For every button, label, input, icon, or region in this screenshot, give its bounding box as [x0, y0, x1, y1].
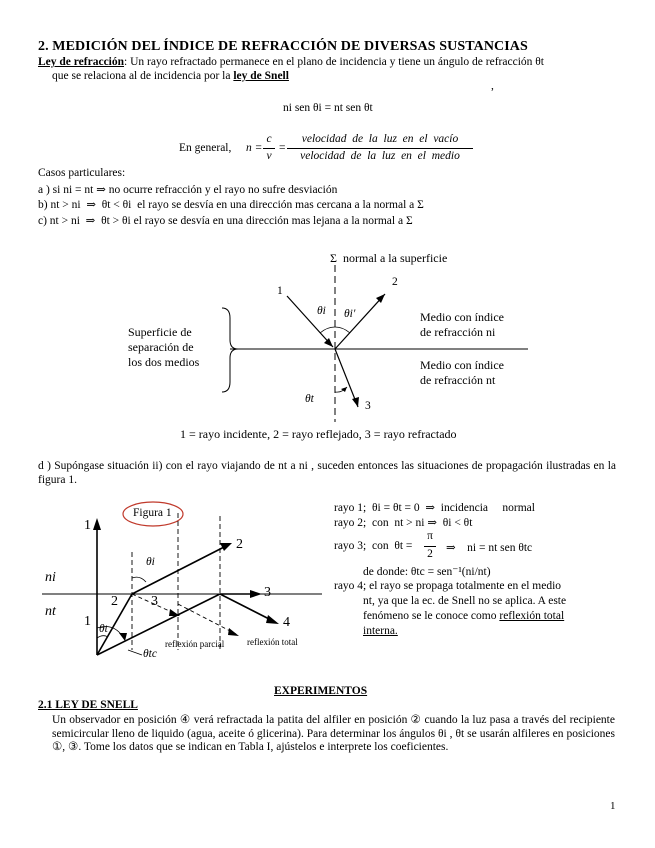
surface-label-1: Superficie de — [128, 325, 192, 339]
partial-reflection-2-arrow — [228, 628, 239, 636]
ley-label: Ley de refracción — [38, 56, 125, 68]
theta-r-label: θi' — [344, 308, 356, 320]
page-number: 1 — [610, 800, 616, 812]
diagram-caption: 1 = rayo incidente, 2 = rayo reflejado, 3 = rayo refractado — [180, 427, 457, 441]
reflexion-total-link: reflexión total — [499, 610, 565, 622]
rayo-4-text: fenómeno se le conoce como — [363, 610, 497, 622]
frac-c: c — [266, 133, 272, 145]
rayo-3-pre: rayo 3; con θt = — [334, 540, 413, 552]
d-paragraph: d ) Supóngase situación ii) con el rayo viajando de nt a ni , suceden entonces las situaciones de propagación ilustradas en la figura 1. — [38, 460, 616, 486]
figure-label: Figura 1 — [133, 507, 172, 519]
fig-theta-tc-label: θtc — [143, 648, 157, 660]
rayo-3-pi: π — [427, 530, 433, 542]
fig-nt-label: nt — [45, 604, 56, 619]
fig-ray-2-arrow — [220, 543, 232, 551]
rayo-4-line-3 — [363, 610, 564, 622]
frac-v: v — [266, 150, 272, 162]
fig-ray-3-arrow — [250, 590, 262, 598]
stray-comma: , — [491, 80, 494, 92]
theta-tc-leader — [128, 650, 142, 655]
caso-c: c) nt > ni ⇒ θt > θi el rayo se desvía en una dirección mas lejana a la normal a Σ — [38, 215, 413, 227]
fig-ray-2-out — [132, 545, 228, 594]
fig-ray-2-low-label: 2 — [111, 594, 118, 609]
ley-text-2: que se relaciona al de incidencia por la — [52, 70, 231, 82]
medium-2-label-1: Medio con índice — [420, 358, 504, 372]
caso-b: b) nt > ni ⇒ θt < θi el rayo se desvía en una dirección mas cercana a la normal a Σ — [38, 199, 424, 211]
fig-ray-1-arrow — [93, 518, 101, 530]
fig-ray-2-top-label: 2 — [236, 537, 243, 552]
general-n: n = — [246, 142, 263, 154]
snell-equation: ni sen θi = nt sen θt — [283, 102, 373, 114]
fig-theta-t-label: θt — [99, 623, 108, 635]
fig-arc-theta-i — [132, 577, 146, 582]
fig-ray-3-right-label: 3 — [264, 585, 271, 600]
rayo-2: rayo 2; con nt > ni ⇒ θi < θt — [334, 517, 473, 529]
experimentos-heading: EXPERIMENTOS — [274, 685, 368, 697]
general-eq: = — [279, 142, 286, 154]
partial-reflection-2 — [178, 604, 236, 634]
rayo-3-two: 2 — [427, 548, 433, 560]
fig-partial-label: reflexión parcial — [165, 639, 225, 649]
section-2-1-heading: 2.1 LEY DE SNELL — [38, 699, 138, 711]
fig-ray-1-top-label: 1 — [84, 518, 91, 533]
casos-title: Casos particulares: — [38, 167, 126, 179]
fig-total-label: reflexión total — [247, 637, 298, 647]
rayo-3-post: ⇒ ni = nt sen θtc — [446, 542, 533, 554]
ray-2-label: 2 — [392, 276, 398, 288]
caso-a: a ) si ni = nt ⇒ no ocurre refracción y el rayo no sufre desviación — [38, 184, 338, 196]
theta-t-label: θt — [305, 393, 314, 405]
snell-link[interactable]: ley de Snell — [233, 70, 289, 82]
fig-ray-4-arrow — [266, 615, 279, 624]
theta-i-label: θi — [317, 305, 326, 317]
frac-num: velocidad de la luz en el vacío — [301, 133, 459, 145]
medium-1-label-2: de refracción ni — [420, 325, 496, 339]
normal-label: Σ normal a la superficie — [330, 251, 448, 265]
fig-ray-4-label: 4 — [283, 615, 290, 630]
rayo-3-donde: de donde: θtc = sen⁻¹(ni/nt) — [363, 566, 491, 578]
fig-arc-theta-tc-arrow — [119, 633, 127, 641]
surface-label-2: separación de — [128, 340, 194, 354]
ray-1-label: 1 — [277, 285, 283, 297]
rayo-1: rayo 1; θi = θt = 0 ⇒ incidencia normal — [334, 502, 535, 514]
fig-ray-3-low-label: 3 — [151, 594, 158, 609]
experiment-paragraph: Un observador en posición ④ verá refractada la patita del alfiler en posición ② cuando la luz pasa a través del recipiente semicircular lleno de liquido (agua, aceite ó glicerina). Para determinar los ángulos θi , θt se usarán alfileres en posiciones ①, ③. Tome los datos que se indican en Tabla I, ajústelos e interprete los coeficientes. — [52, 714, 615, 753]
fig-ray-1-low-label: 1 — [84, 614, 91, 629]
rayo-4-line-2: nt, ya que la ec. de Snell no se aplica. A este — [363, 595, 567, 607]
rayo-4-line-1: rayo 4; el rayo se propaga totalmente en el medio — [334, 580, 562, 592]
fig-ni-label: ni — [45, 570, 56, 585]
ray-3-label: 3 — [365, 400, 371, 412]
fig-theta-i-label: θi — [146, 556, 155, 568]
medium-1-label-1: Medio con índice — [420, 310, 504, 324]
rayo-3-frac-line — [424, 546, 436, 547]
medium-2-label-2: de refracción nt — [420, 373, 496, 387]
frac-den: velocidad de la luz en el medio — [300, 150, 460, 162]
rayo-4-line-4: interna. — [363, 625, 398, 637]
surface-label-3: los dos medios — [128, 355, 200, 369]
general-prefix: En general, — [179, 142, 232, 154]
page-title: 2. MEDICIÓN DEL ÍNDICE DE REFRACCIÓN DE DIVERSAS SUSTANCIAS — [38, 39, 528, 54]
ley-text-1: : Un rayo refractado permanece en el plano de incidencia y tiene un ángulo de refracción θt — [124, 56, 544, 68]
